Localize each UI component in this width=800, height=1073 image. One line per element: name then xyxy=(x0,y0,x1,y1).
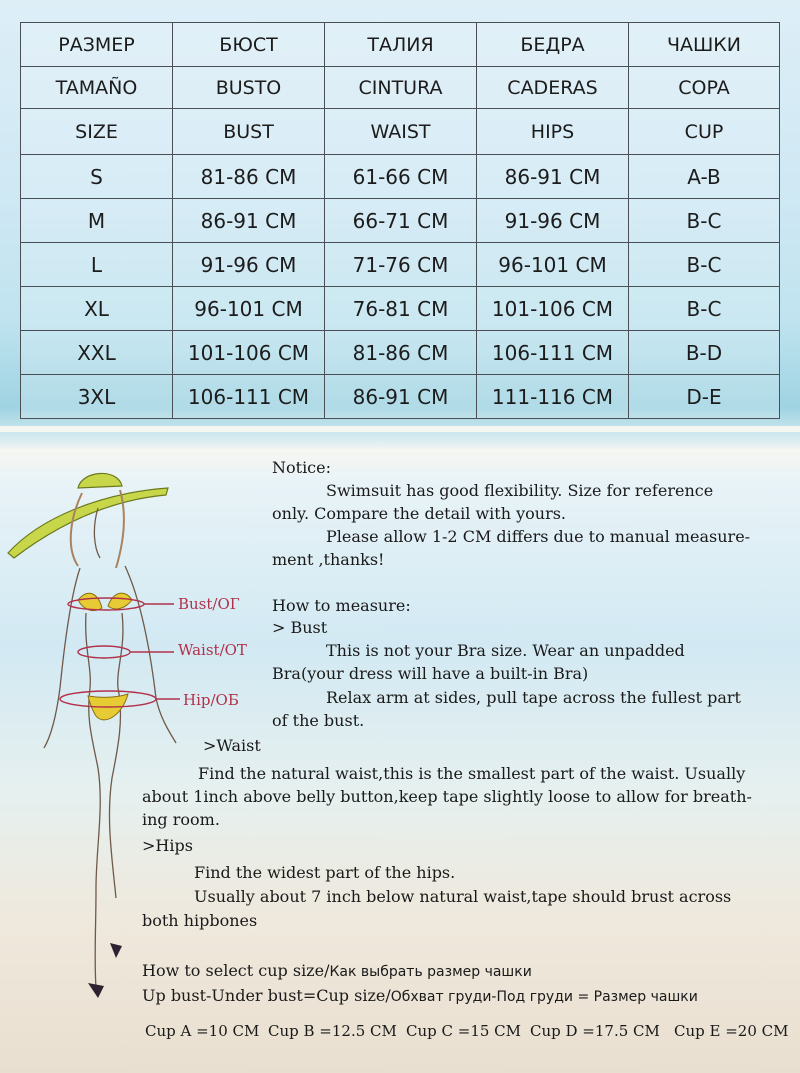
table-header-row xyxy=(21,109,780,155)
table-cell: 101-106 CM xyxy=(173,331,325,375)
table-row xyxy=(21,287,780,331)
sun-hat-icon xyxy=(8,473,168,558)
cup-a-value: Cup A =10 CM xyxy=(145,1022,260,1040)
table-header-cell: CINTURA xyxy=(325,67,477,109)
table-header-row xyxy=(21,67,780,109)
table-cell: 71-76 CM xyxy=(325,243,477,287)
notice-line: Please allow 1-2 CM differs due to manual measure- xyxy=(326,527,751,546)
table-row xyxy=(21,155,780,199)
bust-instruction: Bra(your dress will have a built-in Bra) xyxy=(272,664,589,683)
table-cell: 3XL xyxy=(21,375,173,419)
table-cell: 101-106 CM xyxy=(477,287,629,331)
table-header-cell: РАЗМЕР xyxy=(21,23,173,67)
table-header-cell: БЕДРА xyxy=(477,23,629,67)
cup-formula-en: Up bust-Under bust=Cup size/ xyxy=(142,986,391,1005)
table-cell: S xyxy=(21,155,173,199)
table-cell: 76-81 CM xyxy=(325,287,477,331)
table-header-row xyxy=(21,23,780,67)
waist-instruction: ing room. xyxy=(142,810,220,829)
table-cell: L xyxy=(21,243,173,287)
table-cell: D-E xyxy=(629,375,780,419)
cup-formula-ru: Обхват груди-Под груди = Размер чашки xyxy=(390,989,698,1005)
table-header-cell: TAMAÑO xyxy=(21,67,173,109)
notice-line: Swimsuit has good flexibility. Size for reference xyxy=(326,481,714,500)
cup-d-value: Cup D =17.5 CM xyxy=(530,1022,660,1040)
table-cell: B-C xyxy=(629,199,780,243)
cup-formula xyxy=(142,984,698,1009)
table-header-cell: БЮСТ xyxy=(173,23,325,67)
measure-title: How to measure: xyxy=(272,596,411,615)
table-cell: XXL xyxy=(21,331,173,375)
table-header-cell: ТАЛИЯ xyxy=(325,23,477,67)
table-header-cell: BUSTO xyxy=(173,67,325,109)
table-header-cell: SIZE xyxy=(21,109,173,155)
table-header-cell: CUP xyxy=(629,109,780,155)
bust-instruction: Relax arm at sides, pull tape across the fullest part xyxy=(326,688,741,707)
table-cell: B-C xyxy=(629,243,780,287)
table-cell: B-D xyxy=(629,331,780,375)
table-row xyxy=(21,199,780,243)
bust-heading: > Bust xyxy=(272,618,328,637)
table-cell: A-B xyxy=(629,155,780,199)
table-cell: B-C xyxy=(629,287,780,331)
table-cell: 81-86 CM xyxy=(325,331,477,375)
notice-line: ment ,thanks! xyxy=(272,550,385,569)
hips-heading: >Hips xyxy=(142,836,193,855)
hips-instruction: Find the widest part of the hips. xyxy=(194,863,456,882)
table-cell: 86-91 CM xyxy=(173,199,325,243)
cup-select-heading-ru: Как выбрать размер чашки xyxy=(329,964,532,980)
cup-b-value: Cup B =12.5 CM xyxy=(268,1022,397,1040)
hip-label: Hip/ОБ xyxy=(183,691,239,709)
waist-label: Waist/OT xyxy=(178,641,247,659)
table-cell: 86-91 CM xyxy=(325,375,477,419)
table-cell: XL xyxy=(21,287,173,331)
size-chart-table xyxy=(20,22,780,419)
bikini-top-icon xyxy=(78,593,132,610)
hips-instruction: both hipbones xyxy=(142,911,258,930)
table-header-cell: CADERAS xyxy=(477,67,629,109)
cup-select-heading xyxy=(142,959,532,984)
table-cell: M xyxy=(21,199,173,243)
table-cell: 111-116 CM xyxy=(477,375,629,419)
table-cell: 61-66 CM xyxy=(325,155,477,199)
table-cell: 86-91 CM xyxy=(477,155,629,199)
table-cell: 106-111 CM xyxy=(477,331,629,375)
cup-select-heading-en: How to select cup size/ xyxy=(142,961,330,980)
bust-label: Bust/ОГ xyxy=(178,595,240,613)
table-header-cell: ЧАШКИ xyxy=(629,23,780,67)
table-cell: 81-86 CM xyxy=(173,155,325,199)
bust-instruction: This is not your Bra size. Wear an unpadded xyxy=(326,641,685,660)
notice-line: only. Compare the detail with yours. xyxy=(272,504,567,523)
table-header-cell: COPA xyxy=(629,67,780,109)
table-cell: 96-101 CM xyxy=(173,287,325,331)
table-header-cell: BUST xyxy=(173,109,325,155)
waist-instruction: about 1inch above belly button,keep tape slightly loose to allow for breath- xyxy=(142,787,752,806)
waist-instruction: Find the natural waist,this is the smallest part of the waist. Usually xyxy=(198,764,746,783)
table-cell: 106-111 CM xyxy=(173,375,325,419)
cup-c-value: Cup C =15 CM xyxy=(406,1022,522,1040)
cup-e-value: Cup E =20 CM xyxy=(674,1022,789,1040)
table-cell: 96-101 CM xyxy=(477,243,629,287)
notice-title: Notice: xyxy=(272,458,331,477)
table-cell: 91-96 CM xyxy=(477,199,629,243)
table-row xyxy=(21,331,780,375)
table-header-cell: HIPS xyxy=(477,109,629,155)
table-row xyxy=(21,243,780,287)
table-cell: 91-96 CM xyxy=(173,243,325,287)
section-divider xyxy=(0,426,800,432)
table-header-cell: WAIST xyxy=(325,109,477,155)
hips-instruction: Usually about 7 inch below natural waist,tape should brust across xyxy=(194,887,732,906)
waist-heading: >Waist xyxy=(203,736,261,755)
table-cell: 66-71 CM xyxy=(325,199,477,243)
table-row xyxy=(21,375,780,419)
bust-instruction: of the bust. xyxy=(272,711,365,730)
